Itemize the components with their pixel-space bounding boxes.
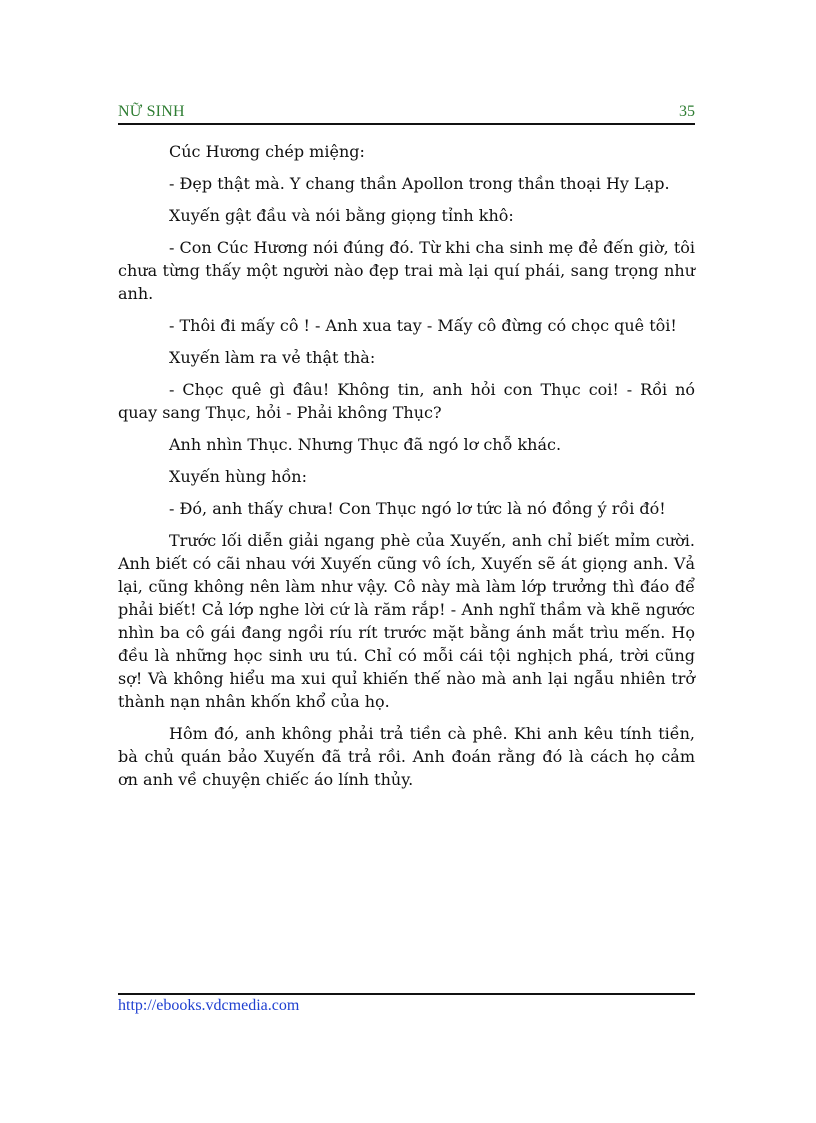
- paragraph: Xuyến hùng hồn:: [169, 467, 307, 486]
- paragraph: Cúc Hương chép miệng:: [169, 142, 365, 161]
- page-header: [118, 103, 695, 125]
- page-body: [118, 140, 695, 800]
- paragraph: Xuyến gật đầu và nói bằng giọng tỉnh khô:: [169, 206, 514, 225]
- paragraph: Anh nhìn Thục. Nhưng Thục đã ngó lơ chỗ khác.: [169, 435, 562, 454]
- page-footer: [118, 993, 695, 1015]
- footer-link[interactable]: http://ebooks.vdcmedia.com: [118, 997, 300, 1014]
- paragraph: Trước lối diễn giải ngang phè của Xuyến, anh chỉ biết mỉm cười. Anh biết có cãi nhau với Xuyến cũng vô ích, Xuyến sẽ át giọng anh. Vả lại, cũng không nên làm như vậy. Cô này mà làm lớp trưởng thì đáo để phải biết! Cả lớp nghe lời cứ là răm rắp! - Anh nghĩ thầm và khẽ ngước nhìn ba cô gái đang ngồi ríu rít trước mặt bằng ánh mắt trìu mến. Họ đều là những học sinh ưu tú. Chỉ có mỗi cái tội nghịch phá, trời cũng sợ! Và không hiểu ma xui quỉ khiến thế nào mà anh lại ngẫu nhiên trở thành nạn nhân khốn khổ của họ.: [118, 531, 695, 711]
- page-number: 35: [679, 103, 695, 120]
- paragraph: - Thôi đi mấy cô ! - Anh xua tay - Mấy cô đừng có chọc quê tôi!: [169, 316, 677, 335]
- paragraph: Hôm đó, anh không phải trả tiền cà phê. Khi anh kêu tính tiền, bà chủ quán bảo Xuyến đã trả rồi. Anh đoán rằng đó là cách họ cảm ơn anh về chuyện chiếc áo lính thủy.: [118, 724, 695, 789]
- paragraph: - Chọc quê gì đâu! Không tin, anh hỏi con Thục coi! - Rồi nó quay sang Thục, hỏi - Phải không Thục?: [118, 380, 695, 422]
- book-title: NỮ SINH: [118, 103, 185, 120]
- paragraph: - Đẹp thật mà. Y chang thần Apollon trong thần thoại Hy Lạp.: [169, 174, 670, 193]
- paragraph: - Con Cúc Hương nói đúng đó. Từ khi cha sinh mẹ đẻ đến giờ, tôi chưa từng thấy một người nào đẹp trai mà lại quí phái, sang trọng như anh.: [118, 238, 695, 303]
- paragraph: - Đó, anh thấy chưa! Con Thục ngó lơ tức là nó đồng ý rồi đó!: [169, 499, 666, 518]
- paragraph: Xuyến làm ra vẻ thật thà:: [169, 348, 376, 367]
